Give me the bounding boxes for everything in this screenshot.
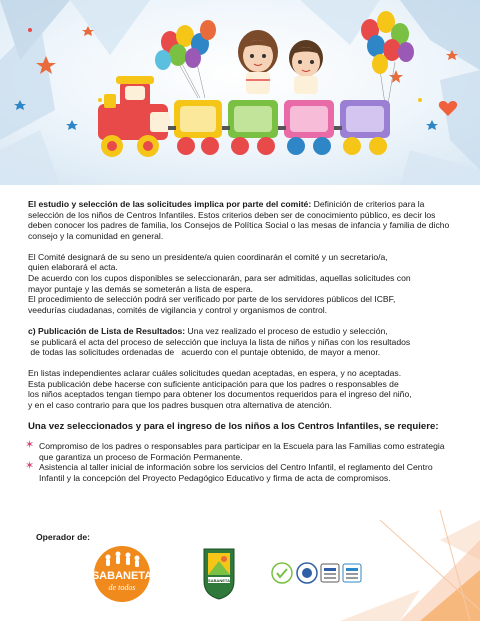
alcaldia-logo-text: SABANETA [208,578,230,583]
committee-line: mayor puntaje y las demás se someterán a lista de espera. [28,283,253,294]
star-icon: ✶ [25,460,35,473]
requirements-list [25,439,458,483]
requirements-heading: Una vez seleccionados y para el ingreso de los niños a los Centros Infantiles, se requiere: [28,421,439,433]
intro-text: Definición de criterios para la selección de los niños de Centros Infantiles. Estos criterios deben ser de conocimiento público, es decir los deben conocer los padres de familia, los Consejos de Política Social o las mesas de infancia y familia de dicho consejo y la comunidad en general. [28,199,450,241]
operator-label: Operador de: [36,532,90,542]
sabaneta-logo-subtext: de todos [108,583,136,592]
publication-line: de todas las solicitudes ordenadas de acuerdo con el puntaje obtenido, de mayor a menor. [28,347,381,358]
header-illustration [0,0,480,185]
sabaneta-logo [86,545,158,603]
sabaneta-logo-text: SABANETA [91,570,153,582]
committee-line: veedurías ciudadanas, comités de vigilancia y control y organismos de control. [28,304,328,315]
requirement-text: Asistencia al taller inicial de información sobre los servicios del Centro Infantil, el reglamento del Centro Infantil y la concepción del Proyecto Pedagógico Educativo y firma de acta de compromisos. [39,462,433,483]
committee-line: El procedimiento de selección podrá ser verificado por parte de los servidores públicos del ICBF, [28,294,396,305]
list-item [25,439,458,462]
quality-seal-icon [343,564,361,582]
alcaldia-shield-logo [200,545,238,601]
boy-figure [289,40,323,94]
lists-line: Esta publicación debe hacerse con suficiente anticipación para que los padres o responsables de [28,378,399,389]
publication-bold-lead: c) Publicación de Lista de Resultados: [28,325,186,336]
iqnet-seal-icon [321,564,339,582]
list-item [25,460,458,483]
publication-first: Una vez realizado el proceso de estudio y selección, [185,325,388,336]
check-seal-icon [272,563,292,583]
alcaldia-logo-small: DE SABANETA [201,557,204,575]
lists-line: los niños aceptados tengan tiempo para obtener los documentos requeridos para el ingreso del niño, [28,389,412,400]
star-icon: ✶ [25,439,35,452]
certification-seals [271,562,363,584]
intro-bold-lead: El estudio y selección de las solicitudes implica por parte del comité: [28,199,312,209]
committee-paragraph [28,252,458,316]
requirement-text: Compromiso de los padres o responsables para participar en la Escuela para las Familias como estrategia que garantiza un proceso de Formación Permanente. [39,441,445,462]
committee-line: quien elaborará el acta. [28,262,118,273]
document-body [25,199,458,483]
train-banner-image [0,0,480,185]
footer-decoration [0,500,480,621]
committee-line: El Comité designará de su seno un presidente/a quien coordinarán el comité y un secretario/a, [28,251,388,262]
committee-line: De acuerdo con los cupos disponibles se seleccionarán, para ser admitidas, aquellas solicitudes con [28,273,411,284]
publication-paragraph [28,326,458,358]
lists-paragraph [28,368,458,410]
lists-line: En listas independientes aclarar cuáles solicitudes quedan aceptadas, en espera, y no aceptadas. [28,368,402,379]
publication-line: se publicará el acta del proceso de selección que incluya la lista de niños y niñas con los resultados [28,336,411,347]
lists-line: y en el caso contrario para que los padres busquen otra alternativa de atención. [28,400,332,410]
intro-paragraph [28,199,458,241]
icontec-seal-icon [297,563,317,583]
